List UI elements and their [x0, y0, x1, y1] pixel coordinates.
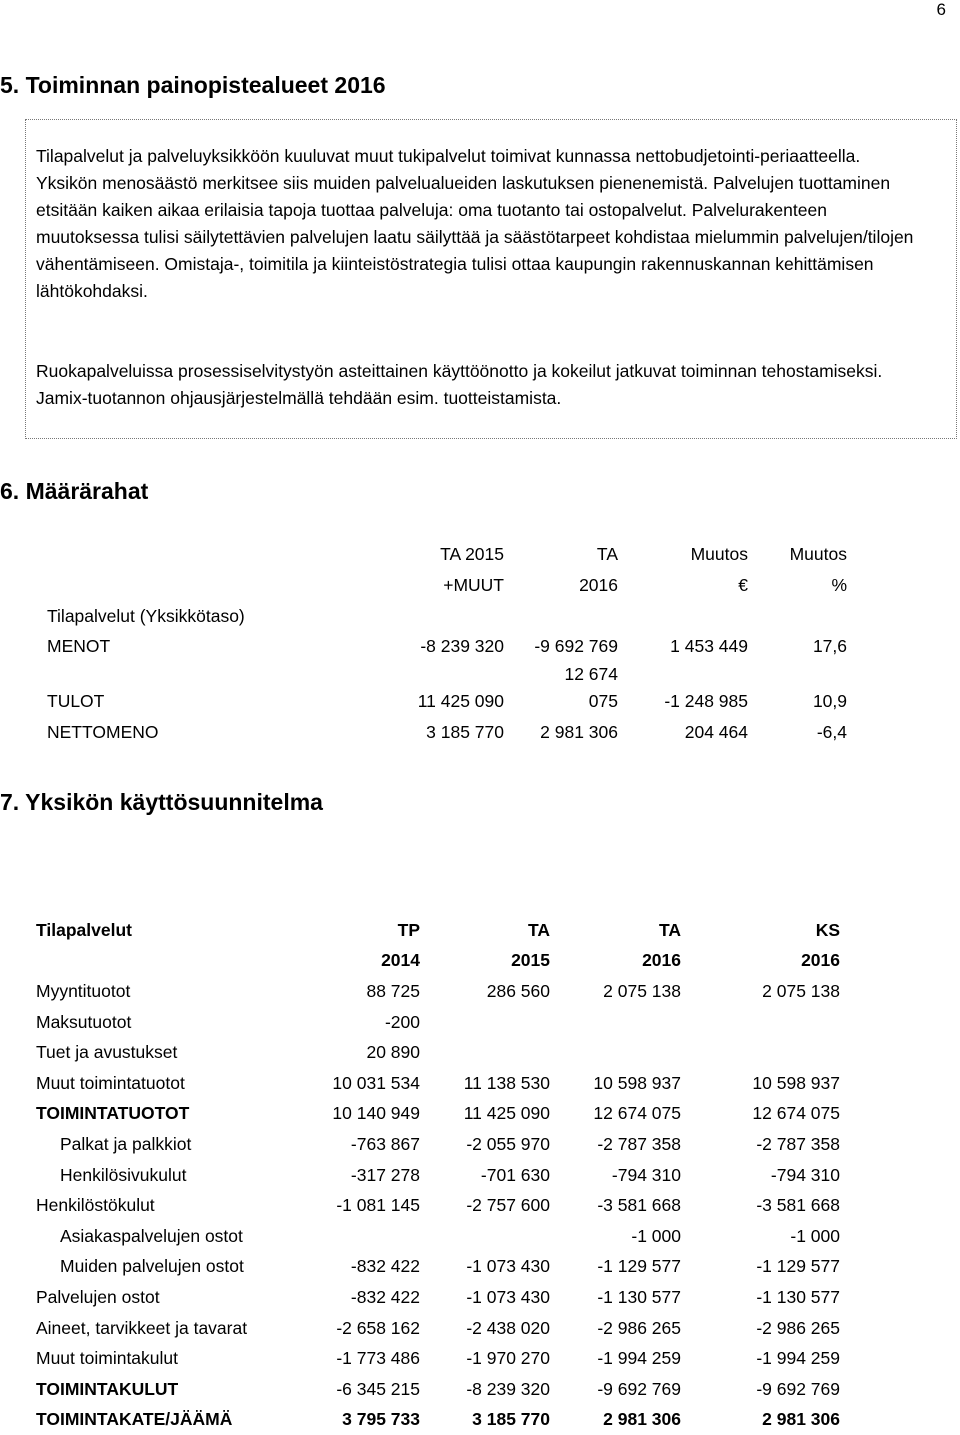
cell-value: -701 630	[420, 1160, 550, 1191]
header-ta2015-sub: +MUUT	[380, 574, 504, 596]
cell-ta2016: 075	[500, 690, 618, 712]
cell-value: 88 725	[314, 976, 420, 1007]
cell-muutos-pct: -6,4	[750, 721, 847, 743]
table-row	[36, 1221, 840, 1252]
section-5-textbox	[25, 119, 957, 439]
cell-value: -9 692 769	[550, 1374, 681, 1405]
cell-value: -1 994 259	[550, 1343, 681, 1374]
cell-value: 20 890	[314, 1037, 420, 1068]
header-cell: TA	[420, 915, 550, 946]
cell-value: -2 986 265	[681, 1313, 840, 1344]
cell-value: 2 075 138	[550, 976, 681, 1007]
section-7-heading: 7. Yksikön käyttösuunnitelma	[0, 789, 323, 816]
cell-value: -3 581 668	[681, 1190, 840, 1221]
cell-value	[420, 1037, 550, 1068]
cell-value: -2 787 358	[681, 1129, 840, 1160]
row-label: Maksutuotot	[36, 1007, 314, 1038]
row-label: Palkat ja palkkiot	[36, 1129, 314, 1160]
header-cell: KS	[681, 915, 840, 946]
cell-ta2016: 2 981 306	[500, 721, 618, 743]
cell-ta2016-line1: 12 674	[500, 663, 618, 685]
row-label: Aineet, tarvikkeet ja tavarat	[36, 1313, 314, 1344]
cell-value: -1 000	[681, 1221, 840, 1252]
header-muutos-pct: Muutos	[750, 543, 847, 565]
cell-value: -1 970 270	[420, 1343, 550, 1374]
cell-value	[681, 1037, 840, 1068]
row-label: Asiakaspalvelujen ostot	[36, 1221, 314, 1252]
cell-value	[420, 1221, 550, 1252]
cell-value: -763 867	[314, 1129, 420, 1160]
cell-value: 286 560	[420, 976, 550, 1007]
cell-muutos-pct: 10,9	[750, 690, 847, 712]
cell-value: -317 278	[314, 1160, 420, 1191]
row-label: TOIMINTATUOTOT	[36, 1099, 314, 1130]
row-label: Henkilöstökulut	[36, 1190, 314, 1221]
header-cell: 2014	[314, 946, 420, 977]
cell-value: -3 581 668	[550, 1190, 681, 1221]
section-6-heading: 6. Määrärahat	[0, 478, 148, 505]
cell-value: -832 422	[314, 1282, 420, 1313]
row-label: TOIMINTAKULUT	[36, 1374, 314, 1405]
row-label: Palvelujen ostot	[36, 1282, 314, 1313]
header-muutos-eur: Muutos	[620, 543, 748, 565]
cell-value: -2 986 265	[550, 1313, 681, 1344]
cell-value: -200	[314, 1007, 420, 1038]
cell-muutos-eur: -1 248 985	[620, 690, 748, 712]
header-ta2016: TA	[500, 543, 618, 565]
page-number: 6	[937, 0, 946, 20]
section-5-heading: 5. Toiminnan painopistealueet 2016	[0, 72, 386, 99]
row-label: Henkilösivukulut	[36, 1160, 314, 1191]
cell-value: -794 310	[550, 1160, 681, 1191]
header-cell: TA	[550, 915, 681, 946]
header-cell: Tilapalvelut	[36, 915, 314, 946]
header-ta2015: TA 2015	[380, 543, 504, 565]
table-row	[36, 1007, 840, 1038]
section-5-paragraph-1: Tilapalvelut ja palveluyksikköön kuuluvat muut tukipalvelut toimivat kunnassa nettobudjetointi-periaatteella. Yksikön menosäästö merkitsee siis muiden palvelualueiden laskutuksen pienenemistä. Palvelujen tuottaminen etsitään kaiken aikaa erilaisia tapoja tuottaa palveluja: oma tuotanto tai ostopalvelut. Palvelurakenteen muutoksessa tulisi säilytettävien palvelujen laatu säilyttää ja säästötarpeet kohdistaa mielummin palvelujen/tilojen vähentämiseen. Omistaja-, toimitila ja kiinteistöstrategia tulisi ottaa kaupungin rakennuskannan kehittämisen lähtökohdaksi.	[36, 143, 916, 305]
cell-value: 10 598 937	[550, 1068, 681, 1099]
header-muutos-eur-sub: €	[620, 574, 748, 596]
cell-value: 3 795 733	[314, 1405, 420, 1435]
table-row	[36, 1252, 840, 1283]
cell-value: -2 787 358	[550, 1129, 681, 1160]
table-row	[36, 1313, 840, 1344]
cell-muutos-pct: 17,6	[750, 635, 847, 657]
row-label: Muiden palvelujen ostot	[36, 1252, 314, 1283]
table-row	[36, 1099, 840, 1130]
cell-value: 3 185 770	[420, 1405, 550, 1435]
cell-value: 11 138 530	[420, 1068, 550, 1099]
cell-value: 10 031 534	[314, 1068, 420, 1099]
table-row	[36, 1190, 840, 1221]
section-5-paragraph-2: Ruokapalveluissa prosessiselvitystyön asteittainen käyttöönotto ja kokeilut jatkuvat toiminnan tehostamiseksi. Jamix-tuotannon ohjausjärjestelmällä tehdään esim. tuotteistamista.	[36, 358, 916, 412]
cell-value: -1 000	[550, 1221, 681, 1252]
cell-muutos-eur: 204 464	[620, 721, 748, 743]
cell-value: -832 422	[314, 1252, 420, 1283]
cell-value: -1 994 259	[681, 1343, 840, 1374]
unit-label: Tilapalvelut (Yksikkötaso)	[47, 605, 245, 627]
table-row	[36, 1160, 840, 1191]
cell-value: -1 129 577	[681, 1252, 840, 1283]
table-row	[36, 1129, 840, 1160]
header-cell: 2015	[420, 946, 550, 977]
header-ta2016-sub: 2016	[500, 574, 618, 596]
cell-value: -2 658 162	[314, 1313, 420, 1344]
table-row	[36, 1343, 840, 1374]
cell-ta2015: -8 239 320	[380, 635, 504, 657]
cell-ta2016: -9 692 769	[500, 635, 618, 657]
table-row	[36, 1282, 840, 1313]
cell-value: 11 425 090	[420, 1099, 550, 1130]
cell-value: -2 757 600	[420, 1190, 550, 1221]
cell-ta2015: 11 425 090	[380, 690, 504, 712]
cell-value: -8 239 320	[420, 1374, 550, 1405]
usage-plan-table	[36, 915, 840, 1435]
header-cell: 2016	[681, 946, 840, 977]
cell-value: -1 773 486	[314, 1343, 420, 1374]
cell-value	[420, 1007, 550, 1038]
row-label: TOIMINTAKATE/JÄÄMÄ	[36, 1405, 314, 1435]
table-row	[36, 1037, 840, 1068]
cell-value: -1 130 577	[550, 1282, 681, 1313]
table-row	[36, 976, 840, 1007]
table-row	[36, 1068, 840, 1099]
row-label: Muut toimintakulut	[36, 1343, 314, 1374]
cell-value: 2 075 138	[681, 976, 840, 1007]
cell-value: 2 981 306	[550, 1405, 681, 1435]
cell-value: -9 692 769	[681, 1374, 840, 1405]
header-cell: 2016	[550, 946, 681, 977]
cell-ta2015: 3 185 770	[380, 721, 504, 743]
row-label: Myyntituotot	[36, 976, 314, 1007]
cell-value: 10 598 937	[681, 1068, 840, 1099]
row-label: Tuet ja avustukset	[36, 1037, 314, 1068]
header-cell: TP	[314, 915, 420, 946]
cell-value	[314, 1221, 420, 1252]
row-label: Muut toimintatuotot	[36, 1068, 314, 1099]
cell-value: -6 345 215	[314, 1374, 420, 1405]
cell-muutos-eur: 1 453 449	[620, 635, 748, 657]
cell-value: 10 140 949	[314, 1099, 420, 1130]
header-cell	[36, 946, 314, 977]
header-muutos-pct-sub: %	[750, 574, 847, 596]
cell-value: -1 081 145	[314, 1190, 420, 1221]
cell-value	[550, 1037, 681, 1068]
cell-value: 12 674 075	[681, 1099, 840, 1130]
cell-value	[550, 1007, 681, 1038]
row-label: MENOT	[47, 635, 110, 657]
row-label: NETTOMENO	[47, 721, 159, 743]
cell-value: -2 055 970	[420, 1129, 550, 1160]
table-row	[36, 1374, 840, 1405]
table-row	[36, 1405, 840, 1435]
cell-value: -2 438 020	[420, 1313, 550, 1344]
cell-value: 2 981 306	[681, 1405, 840, 1435]
cell-value: -794 310	[681, 1160, 840, 1191]
cell-value: -1 130 577	[681, 1282, 840, 1313]
cell-value: -1 129 577	[550, 1252, 681, 1283]
cell-value: -1 073 430	[420, 1282, 550, 1313]
cell-value: 12 674 075	[550, 1099, 681, 1130]
cell-value: -1 073 430	[420, 1252, 550, 1283]
row-label: TULOT	[47, 690, 104, 712]
table-header-row	[36, 946, 840, 977]
cell-value	[681, 1007, 840, 1038]
table-header-row	[36, 915, 840, 946]
